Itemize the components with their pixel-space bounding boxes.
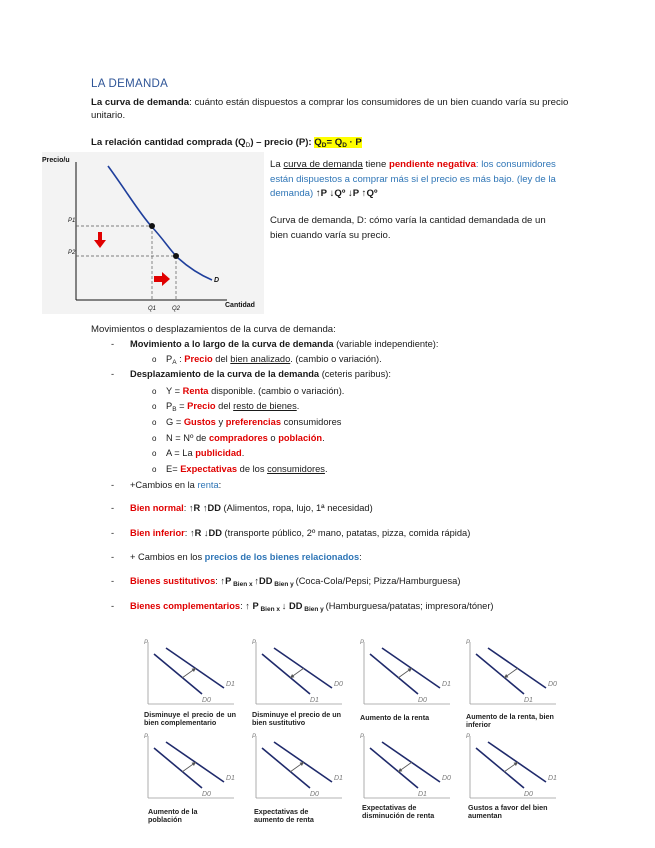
right-arrow-icon bbox=[154, 272, 170, 286]
panel-6-outer-label: D1 bbox=[334, 775, 343, 782]
relation-highlight: $Q_D= Q_D \cdot P$ bbox=[314, 137, 362, 149]
p1-label: P1 bbox=[68, 218, 76, 224]
down-arrow-icon bbox=[94, 232, 106, 248]
list-item-normal: - Bien normal: ↑R ↑DD (Alimentos, ropa, lujo, 1ª necesidad) bbox=[111, 503, 373, 513]
demand-graph bbox=[42, 152, 264, 314]
list-item-inferior: - Bien inferior: ↑R ↓DD (transporte público, 2º mano, patatas, pizza, comida rápida) bbox=[111, 528, 471, 538]
panel-4-line-inner bbox=[476, 654, 524, 694]
intro-bold: La curva de demanda bbox=[91, 97, 190, 108]
panel-2-arrow-head-icon bbox=[290, 674, 294, 678]
panel-caption-8: Gustos a favor del bien aumentan bbox=[468, 803, 548, 820]
panel-8-line-inner bbox=[476, 748, 524, 788]
panel-8-p-label: P bbox=[466, 734, 471, 740]
panel-1-p-label: P bbox=[144, 640, 149, 646]
x-axis-label: Cantidad bbox=[225, 302, 255, 309]
panel-5-arrow-head-icon bbox=[192, 762, 196, 766]
panel-4-line-outer bbox=[488, 648, 546, 688]
panel-3-arrow-head-icon bbox=[408, 668, 412, 672]
panel-4-arrow-head-icon bbox=[504, 674, 508, 678]
point-2 bbox=[173, 253, 179, 259]
list-item-y: o Y = Renta disponible. (cambio o variación). bbox=[152, 386, 345, 396]
panel-6-inner-label: D0 bbox=[310, 791, 319, 798]
panel-7-line-outer bbox=[382, 742, 440, 782]
panel-5-inner-label: D0 bbox=[202, 791, 211, 798]
panel-caption-2: Disminuye el precio de un bien sustitutivo bbox=[252, 710, 342, 727]
panel-8-inner-label: D0 bbox=[524, 791, 533, 798]
list-item-related: - + Cambios en los precios de los bienes relacionados: bbox=[111, 552, 362, 562]
panel-3-inner-label: D0 bbox=[418, 697, 427, 704]
panel-5-outer-label: D1 bbox=[226, 775, 235, 782]
list-item-n: o N = Nº de compradores o población. bbox=[152, 433, 325, 443]
q2-label: Q2 bbox=[172, 306, 181, 312]
p2-label: P2 bbox=[68, 250, 76, 256]
list-item-pa: o $P_A$ : Precio del bien analizado. (cambio o variación). bbox=[152, 354, 382, 366]
relation-mid: ) – precio (P): bbox=[250, 137, 315, 148]
panel-1-outer-label: D1 bbox=[226, 681, 235, 688]
intro-rest: : cuánto están dispuestos a comprar los consumidores de un bien cuando varía su precio unitario. bbox=[91, 97, 569, 121]
relation-bold: La relación cantidad comprada (Q bbox=[91, 137, 246, 148]
demand-curve bbox=[108, 166, 212, 280]
panel-5-p-label: P bbox=[144, 734, 149, 740]
panel-caption-3: Aumento de la renta bbox=[360, 713, 430, 722]
panel-caption-1: Disminuye el precio de un bien complementario bbox=[144, 710, 236, 727]
panel-7-p-label: P bbox=[360, 734, 365, 740]
relation-line bbox=[91, 136, 362, 152]
list-item-pb: o $P_B$ = Precio del resto de bienes. bbox=[152, 401, 300, 413]
panel-5-line-outer bbox=[166, 742, 224, 782]
panel-2-outer-label: D0 bbox=[334, 681, 343, 688]
intro-paragraph bbox=[91, 96, 571, 122]
curve-label: D bbox=[214, 277, 220, 284]
list-item-substitutes: - Bienes sustitutivos: ↑P $_{Bien x}$ ↑DD $_{Bien y}$ (Coca-Cola/Pepsi; Pizza/Hamburguesa) bbox=[111, 576, 461, 588]
page-title: LA DEMANDA bbox=[91, 78, 169, 90]
panel-3-outer-label: D1 bbox=[442, 681, 451, 688]
movements-title: Movimientos o desplazamientos de la curva de demanda: bbox=[91, 324, 336, 335]
panel-2-inner-label: D1 bbox=[310, 697, 319, 704]
panel-8-outer-label: D1 bbox=[548, 775, 557, 782]
list-item-shift: - Desplazamiento de la curva de la demanda (ceteris paribus): bbox=[111, 369, 391, 379]
panel-caption-6: Expectativas de aumento de renta bbox=[254, 807, 314, 824]
panel-6-line-inner bbox=[262, 748, 310, 788]
panel-2-line-inner bbox=[262, 654, 310, 694]
panel-3-line-outer bbox=[382, 648, 440, 688]
list-item-e: o E= Expectativas de los consumidores. bbox=[152, 464, 328, 474]
panel-8-line-outer bbox=[488, 742, 546, 782]
panel-7-outer-label: D0 bbox=[442, 775, 451, 782]
panel-1-line-outer bbox=[166, 648, 224, 688]
panel-6-p-label: P bbox=[252, 734, 257, 740]
panel-caption-4: Aumento de la renta, bien inferior bbox=[466, 712, 554, 729]
demand-graph-svg bbox=[42, 152, 264, 314]
panel-2-p-label: P bbox=[252, 640, 257, 646]
panel-7-arrow-head-icon bbox=[398, 768, 402, 772]
curve-definition: Curva de demanda, D: cómo varía la cantidad demandada de un bien cuando varía su precio. bbox=[270, 215, 546, 241]
shift-panels bbox=[140, 634, 560, 834]
panel-4-outer-label: D0 bbox=[548, 681, 557, 688]
panel-caption-5: Aumento de la población bbox=[148, 807, 198, 824]
list-item-income: - +Cambios en la renta: bbox=[111, 480, 222, 490]
panel-4-p-label: P bbox=[466, 640, 471, 646]
panel-3-p-label: P bbox=[360, 640, 365, 646]
panel-5-line-inner bbox=[154, 748, 202, 788]
curve-description: La curva de demanda tiene pendiente negativa: los consumidores están dispuestos a comprar más si el precio es más bajo. (ley de la demanda) ↑P ↓Qº ↓P ↑Qº bbox=[270, 159, 556, 199]
panel-6-line-outer bbox=[274, 742, 332, 782]
panel-1-line-inner bbox=[154, 654, 202, 694]
panel-7-line-inner bbox=[370, 748, 418, 788]
panel-3-line-inner bbox=[370, 654, 418, 694]
q1-label: Q1 bbox=[148, 306, 157, 312]
panel-8-arrow-head-icon bbox=[514, 762, 518, 766]
panel-2-line-outer bbox=[274, 648, 332, 688]
point-1 bbox=[149, 223, 155, 229]
panel-1-inner-label: D0 bbox=[202, 697, 211, 704]
list-item-a: o A = La publicidad. bbox=[152, 448, 245, 458]
y-axis-label: Precio/u bbox=[42, 157, 70, 164]
panel-1-arrow-head-icon bbox=[192, 668, 196, 672]
panel-6-arrow-head-icon bbox=[300, 762, 304, 766]
list-item-complements: - Bienes complementarios: ↑ P $_{Bien x}$ ↓ DD $_{Bien y}$ (Hamburguesa/patatas; impresora/tóner) bbox=[111, 601, 494, 613]
list-item-movement: - Movimiento a lo largo de la curva de demanda (variable independiente): bbox=[111, 339, 439, 349]
panel-caption-7: Expectativas de disminución de renta bbox=[362, 803, 435, 820]
panel-4-inner-label: D1 bbox=[524, 697, 533, 704]
relation-sub: D bbox=[245, 142, 251, 149]
list-item-g: o G = Gustos y preferencias consumidores bbox=[152, 417, 342, 427]
panel-7-inner-label: D1 bbox=[418, 791, 427, 798]
